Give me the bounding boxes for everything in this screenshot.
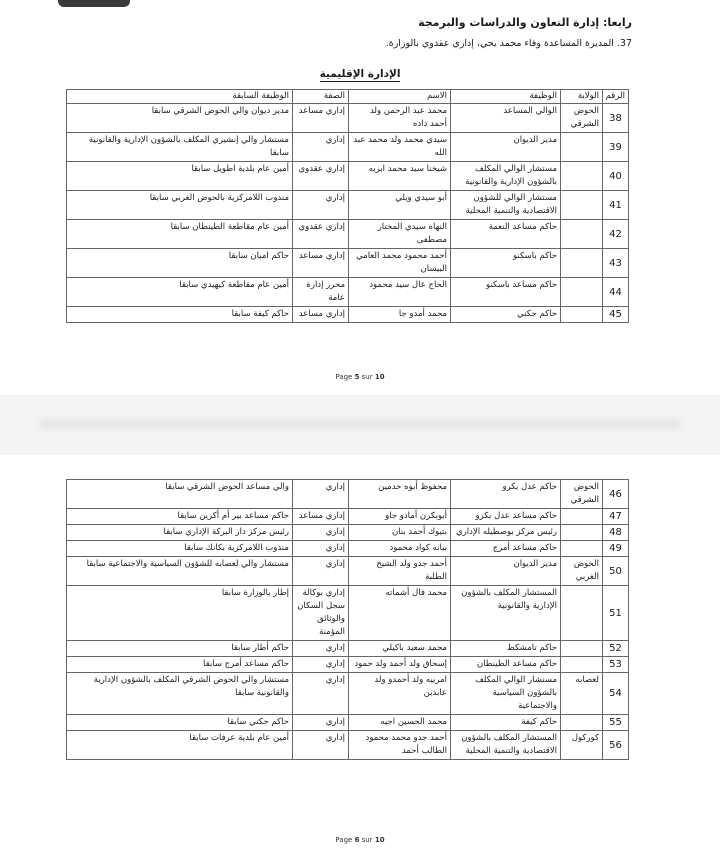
cell-wilaya xyxy=(561,525,603,541)
footer-page-total: 10 xyxy=(374,836,385,844)
document-page-5 xyxy=(0,0,720,395)
cell-previous: مدير ديوان والي الحوض الشرقي سابقا xyxy=(67,104,293,133)
cell-status: إداري بوكالة سجل السكان والوثائق المؤمنة xyxy=(293,586,349,641)
table-row xyxy=(67,715,629,731)
cell-name: الحاج عال سيد محمود xyxy=(349,278,451,307)
section-subheading: 37. المديرة المساعدة وفاء محمد يحي، إداري عقدوي بالوزارة. xyxy=(385,38,632,49)
table-row xyxy=(67,278,629,307)
cell-function: الوالي المساعد xyxy=(451,104,561,133)
cell-previous: حاكم كيفة سابقا xyxy=(67,307,293,323)
cell-number: 40 xyxy=(603,162,629,191)
cell-name: امربيه ولد أحمدو ولد عابدين xyxy=(349,673,451,715)
cell-previous: أمين عام بلدية اطويل سابقا xyxy=(67,162,293,191)
footer-prefix: Page xyxy=(335,836,355,844)
appointments-table-page-5 xyxy=(66,89,629,323)
cell-wilaya xyxy=(561,509,603,525)
cell-status: محرر إدارة عامة xyxy=(293,278,349,307)
cell-status: إداري عقدوي xyxy=(293,220,349,249)
footer-separator: sur xyxy=(359,836,375,844)
cell-status: إداري مساعد xyxy=(293,307,349,323)
table-row xyxy=(67,191,629,220)
cell-name: محمد عبد الرحمن ولد أحمد داده xyxy=(349,104,451,133)
appointments-table-page-6 xyxy=(66,479,629,760)
cell-previous: أمين عام بلدية عرفات سابقا xyxy=(67,731,293,760)
cell-function: مستشار الوالي المكلف بالشؤون السياسية والاجتماعية xyxy=(451,673,561,715)
cell-wilaya: الحوض الشرقي xyxy=(561,104,603,133)
cell-number: 56 xyxy=(603,731,629,760)
cell-status: إداري xyxy=(293,557,349,586)
cell-wilaya xyxy=(561,307,603,323)
table-row xyxy=(67,162,629,191)
cell-previous: مندوب اللامركزية بكانك سابقا xyxy=(67,541,293,557)
column-header-previous: الوظيفة السابقة xyxy=(67,90,293,104)
cell-wilaya xyxy=(561,586,603,641)
cell-number: 49 xyxy=(603,541,629,557)
table-row xyxy=(67,480,629,509)
table-body xyxy=(67,480,629,760)
column-header-function: الوظيفة xyxy=(451,90,561,104)
cell-function: مدير الديوان xyxy=(451,557,561,586)
table-row xyxy=(67,541,629,557)
cell-status: إداري xyxy=(293,541,349,557)
cell-previous: مستشار والي الحوض الشرقي المكلف بالشؤون الإدارية والقانونية سابقا xyxy=(67,673,293,715)
cell-name: محمد فال أشماته xyxy=(349,586,451,641)
cell-name: محفوظ أبوه حدمين xyxy=(349,480,451,509)
table-body xyxy=(67,104,629,323)
cell-status: إداري مساعد xyxy=(293,509,349,525)
cell-previous: مستشار والي لعصابه للشؤون السياسية والاجتماعية سابقا xyxy=(67,557,293,586)
cell-function: حاكم كيفة xyxy=(451,715,561,731)
cell-previous: رئيس مركز دار البركة الإداري سابقا xyxy=(67,525,293,541)
page-footer xyxy=(0,836,720,844)
footer-prefix: Page xyxy=(335,373,355,381)
table-row xyxy=(67,586,629,641)
table-title xyxy=(0,68,720,80)
footer-separator: sur xyxy=(359,373,375,381)
cell-previous: مندوب اللامركزية بالحوض الغربي سابقا xyxy=(67,191,293,220)
cell-status: إداري xyxy=(293,731,349,760)
cell-wilaya xyxy=(561,133,603,162)
cell-wilaya: لعصابه xyxy=(561,673,603,715)
cell-status: إداري مساعد xyxy=(293,104,349,133)
cell-number: 53 xyxy=(603,657,629,673)
cell-wilaya xyxy=(561,220,603,249)
footer-page-total: 10 xyxy=(374,373,385,381)
cell-wilaya xyxy=(561,249,603,278)
cell-number: 52 xyxy=(603,641,629,657)
cell-number: 43 xyxy=(603,249,629,278)
cell-function: مستشار الوالي المكلف بالشؤون الإدارية والقانونية xyxy=(451,162,561,191)
cell-status: إداري xyxy=(293,480,349,509)
cell-function: مدير الديوان xyxy=(451,133,561,162)
cell-status: إداري xyxy=(293,525,349,541)
cell-wilaya xyxy=(561,541,603,557)
cell-function: حاكم مساعد عدل بكرو xyxy=(451,509,561,525)
cell-previous: حاكم امبان سابقا xyxy=(67,249,293,278)
cell-wilaya xyxy=(561,191,603,220)
cell-previous: مستشار والي إنشيري المكلف بالشؤون الإدارية والقانونية سابقا xyxy=(67,133,293,162)
cell-name: شيخنا سيد محمد ابريه xyxy=(349,162,451,191)
cell-number: 51 xyxy=(603,586,629,641)
cell-name: بتيوك أحمد بنان xyxy=(349,525,451,541)
table-row xyxy=(67,133,629,162)
document-page-6 xyxy=(0,455,720,868)
table-row xyxy=(67,657,629,673)
cell-status: إداري xyxy=(293,133,349,162)
cell-name: أحمد جدو ولد الشيخ الطلبة xyxy=(349,557,451,586)
table-title-text: الإدارة الإقليمية xyxy=(319,68,401,80)
cell-name: أبو سيدي ويلي xyxy=(349,191,451,220)
page-footer xyxy=(0,373,720,381)
cell-function: حاكم جكني xyxy=(451,307,561,323)
cell-wilaya xyxy=(561,715,603,731)
cell-number: 38 xyxy=(603,104,629,133)
cell-name: محمد الحسين اجيه xyxy=(349,715,451,731)
cell-function: حاكم مساعد النعمة xyxy=(451,220,561,249)
cell-function: حاكم باسكنو xyxy=(451,249,561,278)
column-header-wilaya: الولاية xyxy=(561,90,603,104)
cell-name: أحمد محمود محمد العامي البيسان xyxy=(349,249,451,278)
column-header-number: الرقم xyxy=(603,90,629,104)
cell-name: سيدي محمد ولد محمد عبد الله xyxy=(349,133,451,162)
cell-wilaya xyxy=(561,162,603,191)
cell-name: النهاه سيدي المختار مصطفى xyxy=(349,220,451,249)
cell-function: المستشار المكلف بالشؤون الاقتصادية والتنمية المحلية xyxy=(451,731,561,760)
column-header-name: الاسم xyxy=(349,90,451,104)
cell-number: 50 xyxy=(603,557,629,586)
cell-status: إداري xyxy=(293,673,349,715)
cell-number: 54 xyxy=(603,673,629,715)
cell-status: إداري xyxy=(293,715,349,731)
cell-status: إداري مساعد xyxy=(293,249,349,278)
footer-page-number: 5 xyxy=(354,373,360,381)
table-row xyxy=(67,104,629,133)
cell-status: إداري عقدوي xyxy=(293,162,349,191)
cell-name: محمد سعيد باكيلي xyxy=(349,641,451,657)
cell-name: بيانه كواد محمود xyxy=(349,541,451,557)
cell-number: 39 xyxy=(603,133,629,162)
table-row xyxy=(67,731,629,760)
page-gap xyxy=(0,395,720,455)
cell-previous: حاكم أطار سابقا xyxy=(67,641,293,657)
table-row xyxy=(67,249,629,278)
cell-function: حاكم مساعد الطينطان xyxy=(451,657,561,673)
table-header-row xyxy=(67,90,629,104)
cell-wilaya: الحوض الغربي xyxy=(561,557,603,586)
cell-wilaya: كوركول xyxy=(561,731,603,760)
cell-function: حاكم تامشكط xyxy=(451,641,561,657)
column-header-status: الصفة xyxy=(293,90,349,104)
cell-number: 41 xyxy=(603,191,629,220)
table-row xyxy=(67,673,629,715)
cell-status: إداري xyxy=(293,657,349,673)
cell-number: 55 xyxy=(603,715,629,731)
table-row xyxy=(67,220,629,249)
cell-number: 44 xyxy=(603,278,629,307)
cell-function: مستشار الوالي للشؤون الاقتصادية والتنمية المحلية xyxy=(451,191,561,220)
cell-previous: أمين عام مقاطعة كيهيدي سابقا xyxy=(67,278,293,307)
footer-page-number: 6 xyxy=(354,836,360,844)
cell-number: 47 xyxy=(603,509,629,525)
cell-number: 42 xyxy=(603,220,629,249)
cell-name: محمد أمدو جا xyxy=(349,307,451,323)
cell-number: 46 xyxy=(603,480,629,509)
table-row xyxy=(67,557,629,586)
cell-function: حاكم مساعد أمرج xyxy=(451,541,561,557)
cell-previous: والي مساعد الحوض الشرقي سابقا xyxy=(67,480,293,509)
cell-wilaya xyxy=(561,278,603,307)
cell-number: 45 xyxy=(603,307,629,323)
table-row xyxy=(67,641,629,657)
table-row xyxy=(67,509,629,525)
cell-previous: حاكم جكني سابقا xyxy=(67,715,293,731)
cell-status: إداري xyxy=(293,191,349,220)
cell-name: أحمد جدو محمد محمود الطالب أحمد xyxy=(349,731,451,760)
cell-previous: حاكم مساعد أمرج سابقا xyxy=(67,657,293,673)
cell-name: إسحاق ولد أحمد ولد حمود xyxy=(349,657,451,673)
section-heading: رابعا: إدارة التعاون والدراسات والبرمجة xyxy=(418,16,632,29)
cell-wilaya xyxy=(561,657,603,673)
cell-function: رئيس مركز بوصطيله الإداري xyxy=(451,525,561,541)
table-row xyxy=(67,525,629,541)
table-row xyxy=(67,307,629,323)
cell-wilaya: الحوض الشرقي xyxy=(561,480,603,509)
cell-number: 48 xyxy=(603,525,629,541)
cell-function: المستشار المكلف بالشؤون الإدارية والقانونية xyxy=(451,586,561,641)
cell-previous: حاكم مساعد بير أم أكرين سابقا xyxy=(67,509,293,525)
cell-function: حاكم مساعد باسكنو xyxy=(451,278,561,307)
cell-name: أبوبكرن أمادو جاو xyxy=(349,509,451,525)
cell-previous: إطار بالوزارة سابقا xyxy=(67,586,293,641)
cell-wilaya xyxy=(561,641,603,657)
cell-function: حاكم عدل بكرو xyxy=(451,480,561,509)
cell-previous: أمين عام مقاطعة الطينطان سابقا xyxy=(67,220,293,249)
cell-status: إداري xyxy=(293,641,349,657)
